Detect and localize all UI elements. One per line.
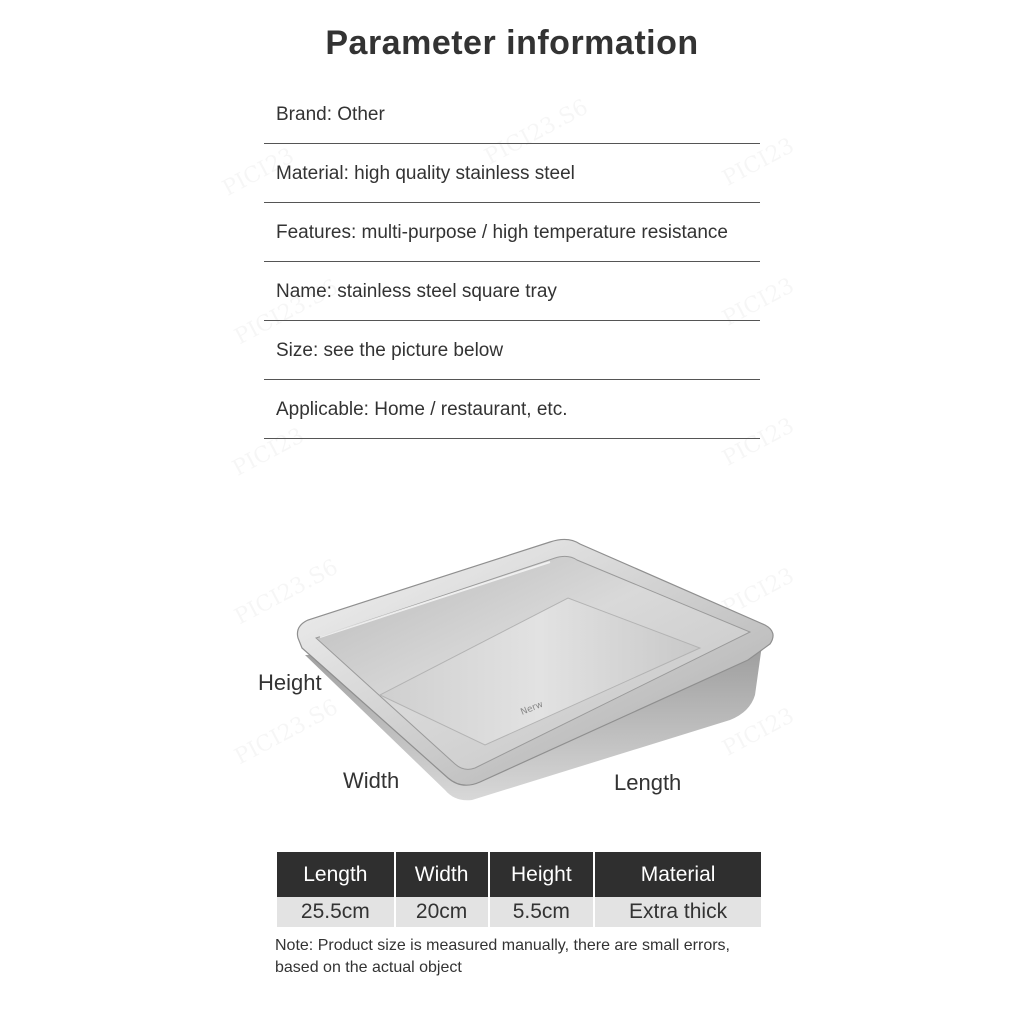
param-size: Size: see the picture below xyxy=(264,322,760,380)
page-title: Parameter information xyxy=(325,24,699,62)
spec-value-height: 5.5cm xyxy=(489,897,595,927)
param-name: Name: stainless steel square tray xyxy=(264,263,760,321)
spec-header-width: Width xyxy=(395,852,489,897)
parameter-list xyxy=(264,86,760,439)
spec-value-width: 20cm xyxy=(395,897,489,927)
param-material: Material: high quality stainless steel xyxy=(264,145,760,203)
measurement-note xyxy=(275,935,775,979)
note-line-1: Note: Product size is measured manually, there are small errors, xyxy=(275,937,730,954)
param-features: Features: multi-purpose / high temperature resistance xyxy=(264,204,760,262)
spec-value-row xyxy=(277,897,761,927)
note-line-2: based on the actual object xyxy=(275,959,462,976)
param-applicable: Applicable: Home / restaurant, etc. xyxy=(264,381,760,439)
width-label: Width xyxy=(343,768,400,793)
spec-value-material: Extra thick xyxy=(594,897,761,927)
svg-text:Nerw: Nerw xyxy=(519,699,545,718)
spec-header-material: Material xyxy=(594,852,761,897)
height-label: Height xyxy=(258,670,322,695)
length-label: Length xyxy=(614,770,682,795)
spec-header-height: Height xyxy=(489,852,595,897)
product-image xyxy=(250,520,790,820)
param-brand: Brand: Other xyxy=(264,86,760,144)
spec-header-length: Length xyxy=(277,852,395,897)
spec-value-length: 25.5cm xyxy=(277,897,395,927)
stainless-tray-illustration xyxy=(250,520,790,820)
spec-header-row xyxy=(277,852,761,897)
spec-table xyxy=(277,852,761,927)
